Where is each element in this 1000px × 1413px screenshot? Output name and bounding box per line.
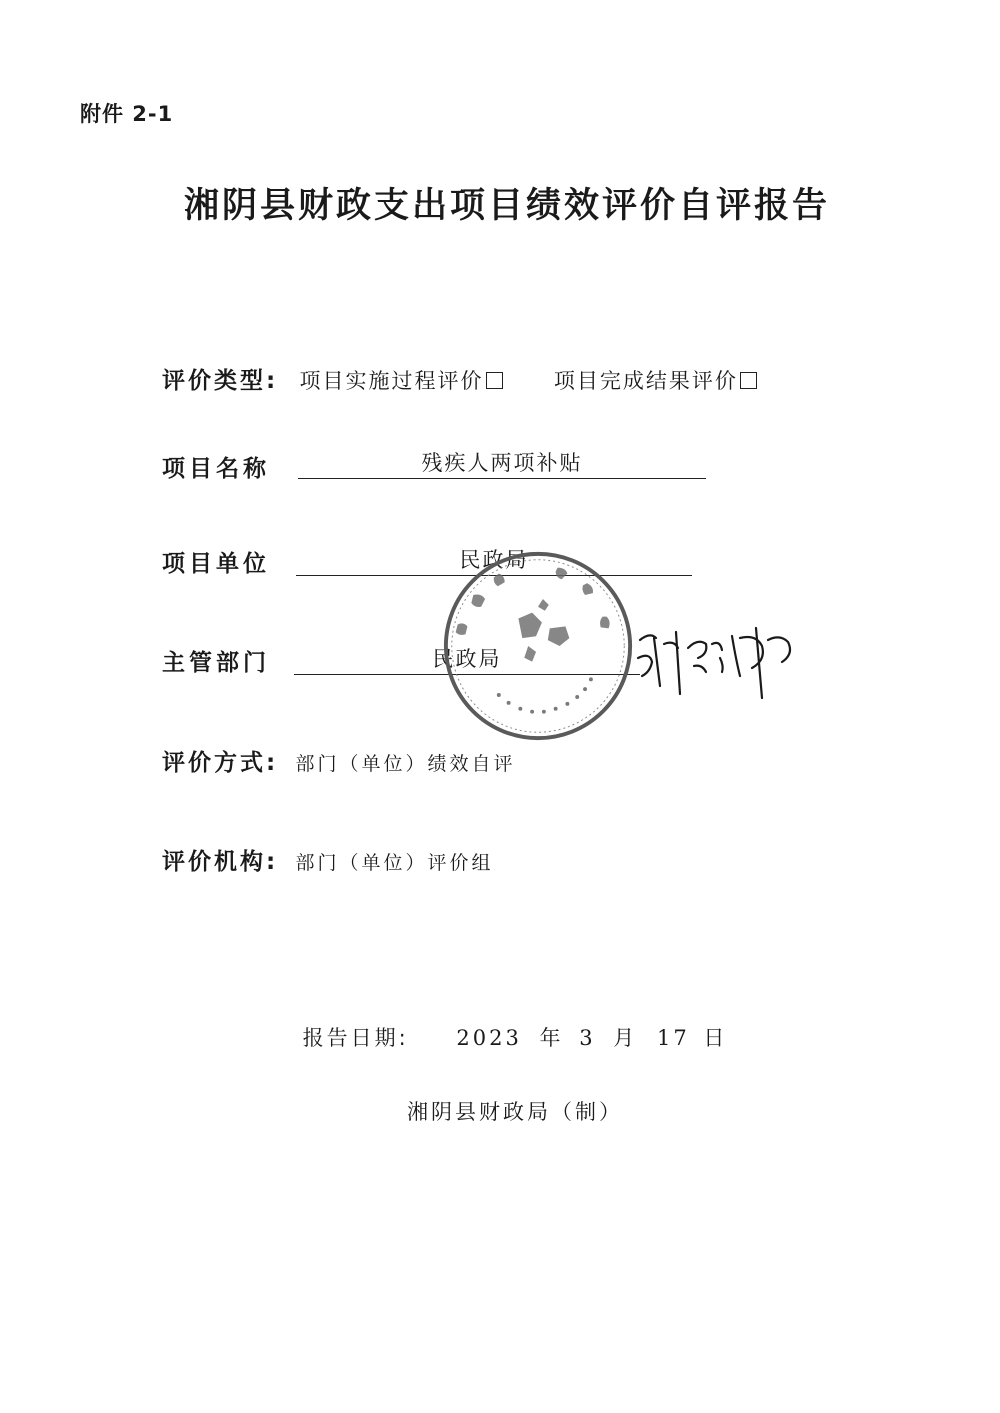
report-day: 17 <box>656 1026 690 1050</box>
project-unit-label: 项目单位 <box>162 551 270 577</box>
eval-org-row <box>162 843 494 876</box>
eval-type-option-result-label: 项目完成结果评价 <box>553 369 738 393</box>
report-date-label: 报告日期: <box>302 1026 409 1050</box>
eval-method-label: 评价方式: <box>162 750 279 776</box>
checkbox-result[interactable] <box>740 372 757 389</box>
report-month: 3 <box>579 1026 596 1050</box>
eval-type-option-process[interactable] <box>300 369 503 393</box>
eval-method-row <box>162 744 516 777</box>
day-unit: 日 <box>703 1026 728 1050</box>
checkbox-process[interactable] <box>486 372 503 389</box>
attachment-label: 附件 2-1 <box>80 102 174 126</box>
project-name-label: 项目名称 <box>162 456 270 482</box>
project-unit-row <box>162 545 270 578</box>
signature-icon <box>628 618 808 708</box>
supervisor-field[interactable]: 民政局 <box>294 644 640 675</box>
project-unit-field[interactable]: 民政局 <box>296 545 692 576</box>
supervisor-label: 主管部门 <box>162 650 270 676</box>
eval-type-row <box>162 362 757 395</box>
eval-type-label: 评价类型: <box>162 368 279 394</box>
eval-org-label: 评价机构: <box>162 849 279 875</box>
month-unit: 月 <box>613 1026 638 1050</box>
eval-type-option-process-label: 项目实施过程评价 <box>299 369 484 393</box>
year-unit: 年 <box>539 1026 564 1050</box>
eval-org-value: 部门（单位）评价组 <box>295 852 494 874</box>
project-name-field[interactable]: 残疾人两项补贴 <box>298 448 706 479</box>
project-name-row <box>162 450 270 483</box>
report-date-line <box>0 1022 1000 1052</box>
report-year: 2023 <box>456 1026 522 1050</box>
eval-method-value: 部门（单位）绩效自评 <box>295 753 516 775</box>
document-title: 湘阴县财政支出项目绩效评价自评报告 <box>183 186 830 226</box>
eval-type-option-result[interactable] <box>554 369 757 393</box>
issuer-line: 湘阴县财政局（制） <box>407 1100 623 1124</box>
supervisor-row <box>162 644 270 677</box>
